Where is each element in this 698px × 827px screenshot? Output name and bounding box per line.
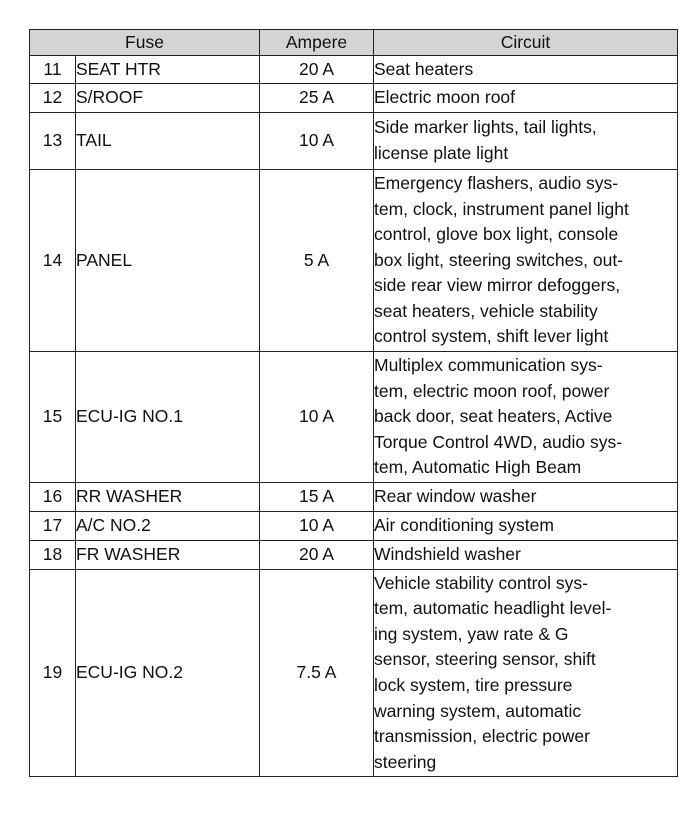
fuse-number: 18 xyxy=(30,541,76,570)
header-fuse: Fuse xyxy=(30,30,260,56)
fuse-ampere: 5 A xyxy=(260,170,374,352)
fuse-number: 12 xyxy=(30,84,76,113)
table-row xyxy=(30,512,678,541)
fuse-table xyxy=(29,29,678,777)
fuse-name: FR WASHER xyxy=(76,541,260,570)
table-row xyxy=(30,352,678,483)
fuse-circuit: Vehicle stability control sys- tem, automatic headlight level- ing system, yaw rate & G sensor, steering sensor, shift lock system, tire pressure warning system, automatic transmission, electric power steering xyxy=(374,570,678,777)
fuse-name: ECU-IG NO.1 xyxy=(76,352,260,483)
table-row xyxy=(30,570,678,777)
table-row xyxy=(30,56,678,84)
table-row xyxy=(30,170,678,352)
fuse-name: SEAT HTR xyxy=(76,56,260,84)
table-row xyxy=(30,483,678,512)
fuse-number: 19 xyxy=(30,570,76,777)
fuse-circuit: Multiplex communication sys- tem, electric moon roof, power back door, seat heaters, Active Torque Control 4WD, audio sys- tem, Automatic High Beam xyxy=(374,352,678,483)
header-circuit: Circuit xyxy=(374,30,678,56)
fuse-name: RR WASHER xyxy=(76,483,260,512)
fuse-ampere: 25 A xyxy=(260,84,374,113)
fuse-number: 15 xyxy=(30,352,76,483)
fuse-number: 16 xyxy=(30,483,76,512)
fuse-circuit: Air conditioning system xyxy=(374,512,678,541)
fuse-ampere: 15 A xyxy=(260,483,374,512)
fuse-circuit: Seat heaters xyxy=(374,56,678,84)
fuse-number: 13 xyxy=(30,113,76,170)
fuse-name: TAIL xyxy=(76,113,260,170)
fuse-number: 17 xyxy=(30,512,76,541)
fuse-ampere: 10 A xyxy=(260,512,374,541)
fuse-ampere: 20 A xyxy=(260,56,374,84)
fuse-name: A/C NO.2 xyxy=(76,512,260,541)
fuse-ampere: 20 A xyxy=(260,541,374,570)
fuse-number: 11 xyxy=(30,56,76,84)
fuse-name: PANEL xyxy=(76,170,260,352)
table-row xyxy=(30,84,678,113)
fuse-circuit: Electric moon roof xyxy=(374,84,678,113)
fuse-name: ECU-IG NO.2 xyxy=(76,570,260,777)
fuse-number: 14 xyxy=(30,170,76,352)
fuse-ampere: 10 A xyxy=(260,352,374,483)
fuse-ampere: 7.5 A xyxy=(260,570,374,777)
header-ampere: Ampere xyxy=(260,30,374,56)
fuse-circuit: Rear window washer xyxy=(374,483,678,512)
fuse-name: S/ROOF xyxy=(76,84,260,113)
table-row xyxy=(30,113,678,170)
fuse-circuit: Emergency flashers, audio sys- tem, clock, instrument panel light control, glove box light, console box light, steering switches, out- side rear view mirror defoggers, seat heaters, vehicle stability control system, shift lever light xyxy=(374,170,678,352)
fuse-circuit: Side marker lights, tail lights, license plate light xyxy=(374,113,678,170)
fuse-ampere: 10 A xyxy=(260,113,374,170)
table-header-row xyxy=(30,30,678,56)
fuse-circuit: Windshield washer xyxy=(374,541,678,570)
table-row xyxy=(30,541,678,570)
